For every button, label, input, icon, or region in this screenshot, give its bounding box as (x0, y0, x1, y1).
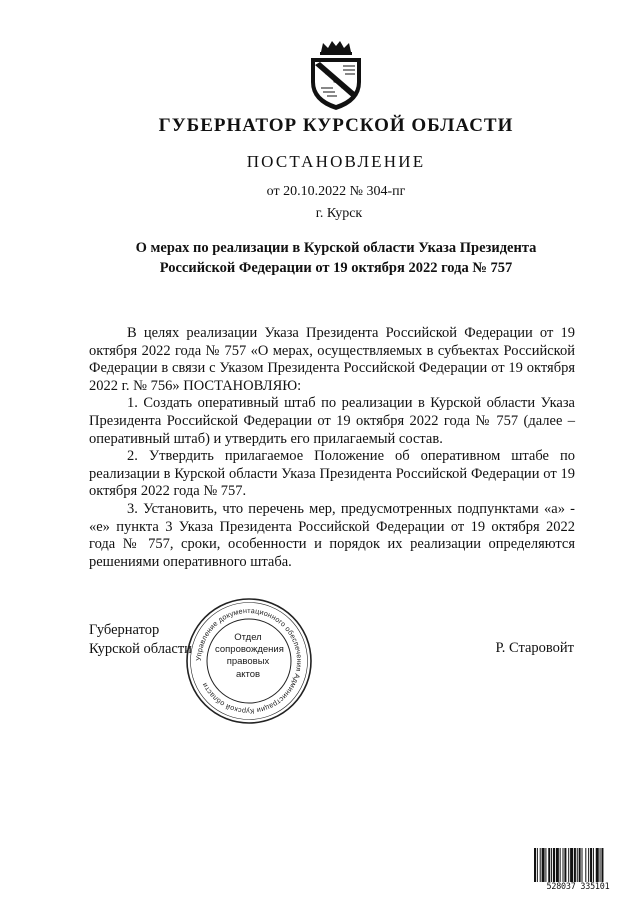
stamp-ring-text: Управление документационного обеспечения Администрации Курской области (193, 605, 305, 717)
signer-position-line: Курской области (89, 641, 192, 657)
issuing-authority: ГУБЕРНАТОР КУРСКОЙ ОБЛАСТИ (158, 115, 514, 136)
document-title-line: О мерах по реализации в Курской области Указа Президента (135, 240, 537, 256)
stamp-center-line: правовых (226, 656, 270, 668)
signer-name: Р. Старовойт (495, 640, 574, 656)
document-body (89, 325, 575, 571)
stamp-center-line: сопровождения (215, 644, 284, 656)
stamp-center-line: актов (235, 668, 261, 680)
document-date-number: от 20.10.2022 № 304-пг (266, 184, 406, 199)
clause-paragraph: 3. Установить, что перечень мер, предусмотренных подпунктами «а» - «е» пункта 3 Указа Президента Российской Федерации от 19 октября 2022 года № 757, сроки, особенности и порядок их реализации определяются решениями оперативного штаба. (89, 500, 575, 570)
document-title (100, 238, 572, 278)
stamp-center-text (215, 632, 284, 681)
signer-position (89, 621, 192, 659)
clause-paragraph: 2. Утвердить прилагаемое Положение об оперативном штабе по реализации в Курской области Указа Президента Российской Федерации от 19 октября 2022 года № 757. (89, 448, 575, 500)
barcode-number: 528037 335101 (546, 881, 610, 891)
stamp-center-line: Отдел (234, 632, 262, 643)
document-type: ПОСТАНОВЛЕНИЕ (246, 152, 426, 171)
document-title-line: Российской Федерации от 19 октября 2022 года № 757 (159, 260, 513, 276)
document-city: г. Курск (315, 206, 363, 221)
barcode-image (534, 848, 624, 882)
preamble-paragraph: В целях реализации Указа Президента Российской Федерации от 19 октября 2022 года № 757 «О мерах, осуществляемых в субъектах Российской Федерации в связи с Указом Президента Российской Федерации от 19 октября 2022 г. № 756» ПОСТАНОВЛЯЮ: (89, 325, 575, 394)
signer-position-line: Губернатор (89, 622, 160, 638)
kursk-coat-of-arms-icon (299, 38, 373, 112)
clause-paragraph: 1. Создать оперативный штаб по реализации в Курской области Указа Президента Российской Федерации от 19 октября 2022 года № 757 (далее – оперативный штаб) и утвердить его прилагаемый состав. (89, 395, 575, 447)
